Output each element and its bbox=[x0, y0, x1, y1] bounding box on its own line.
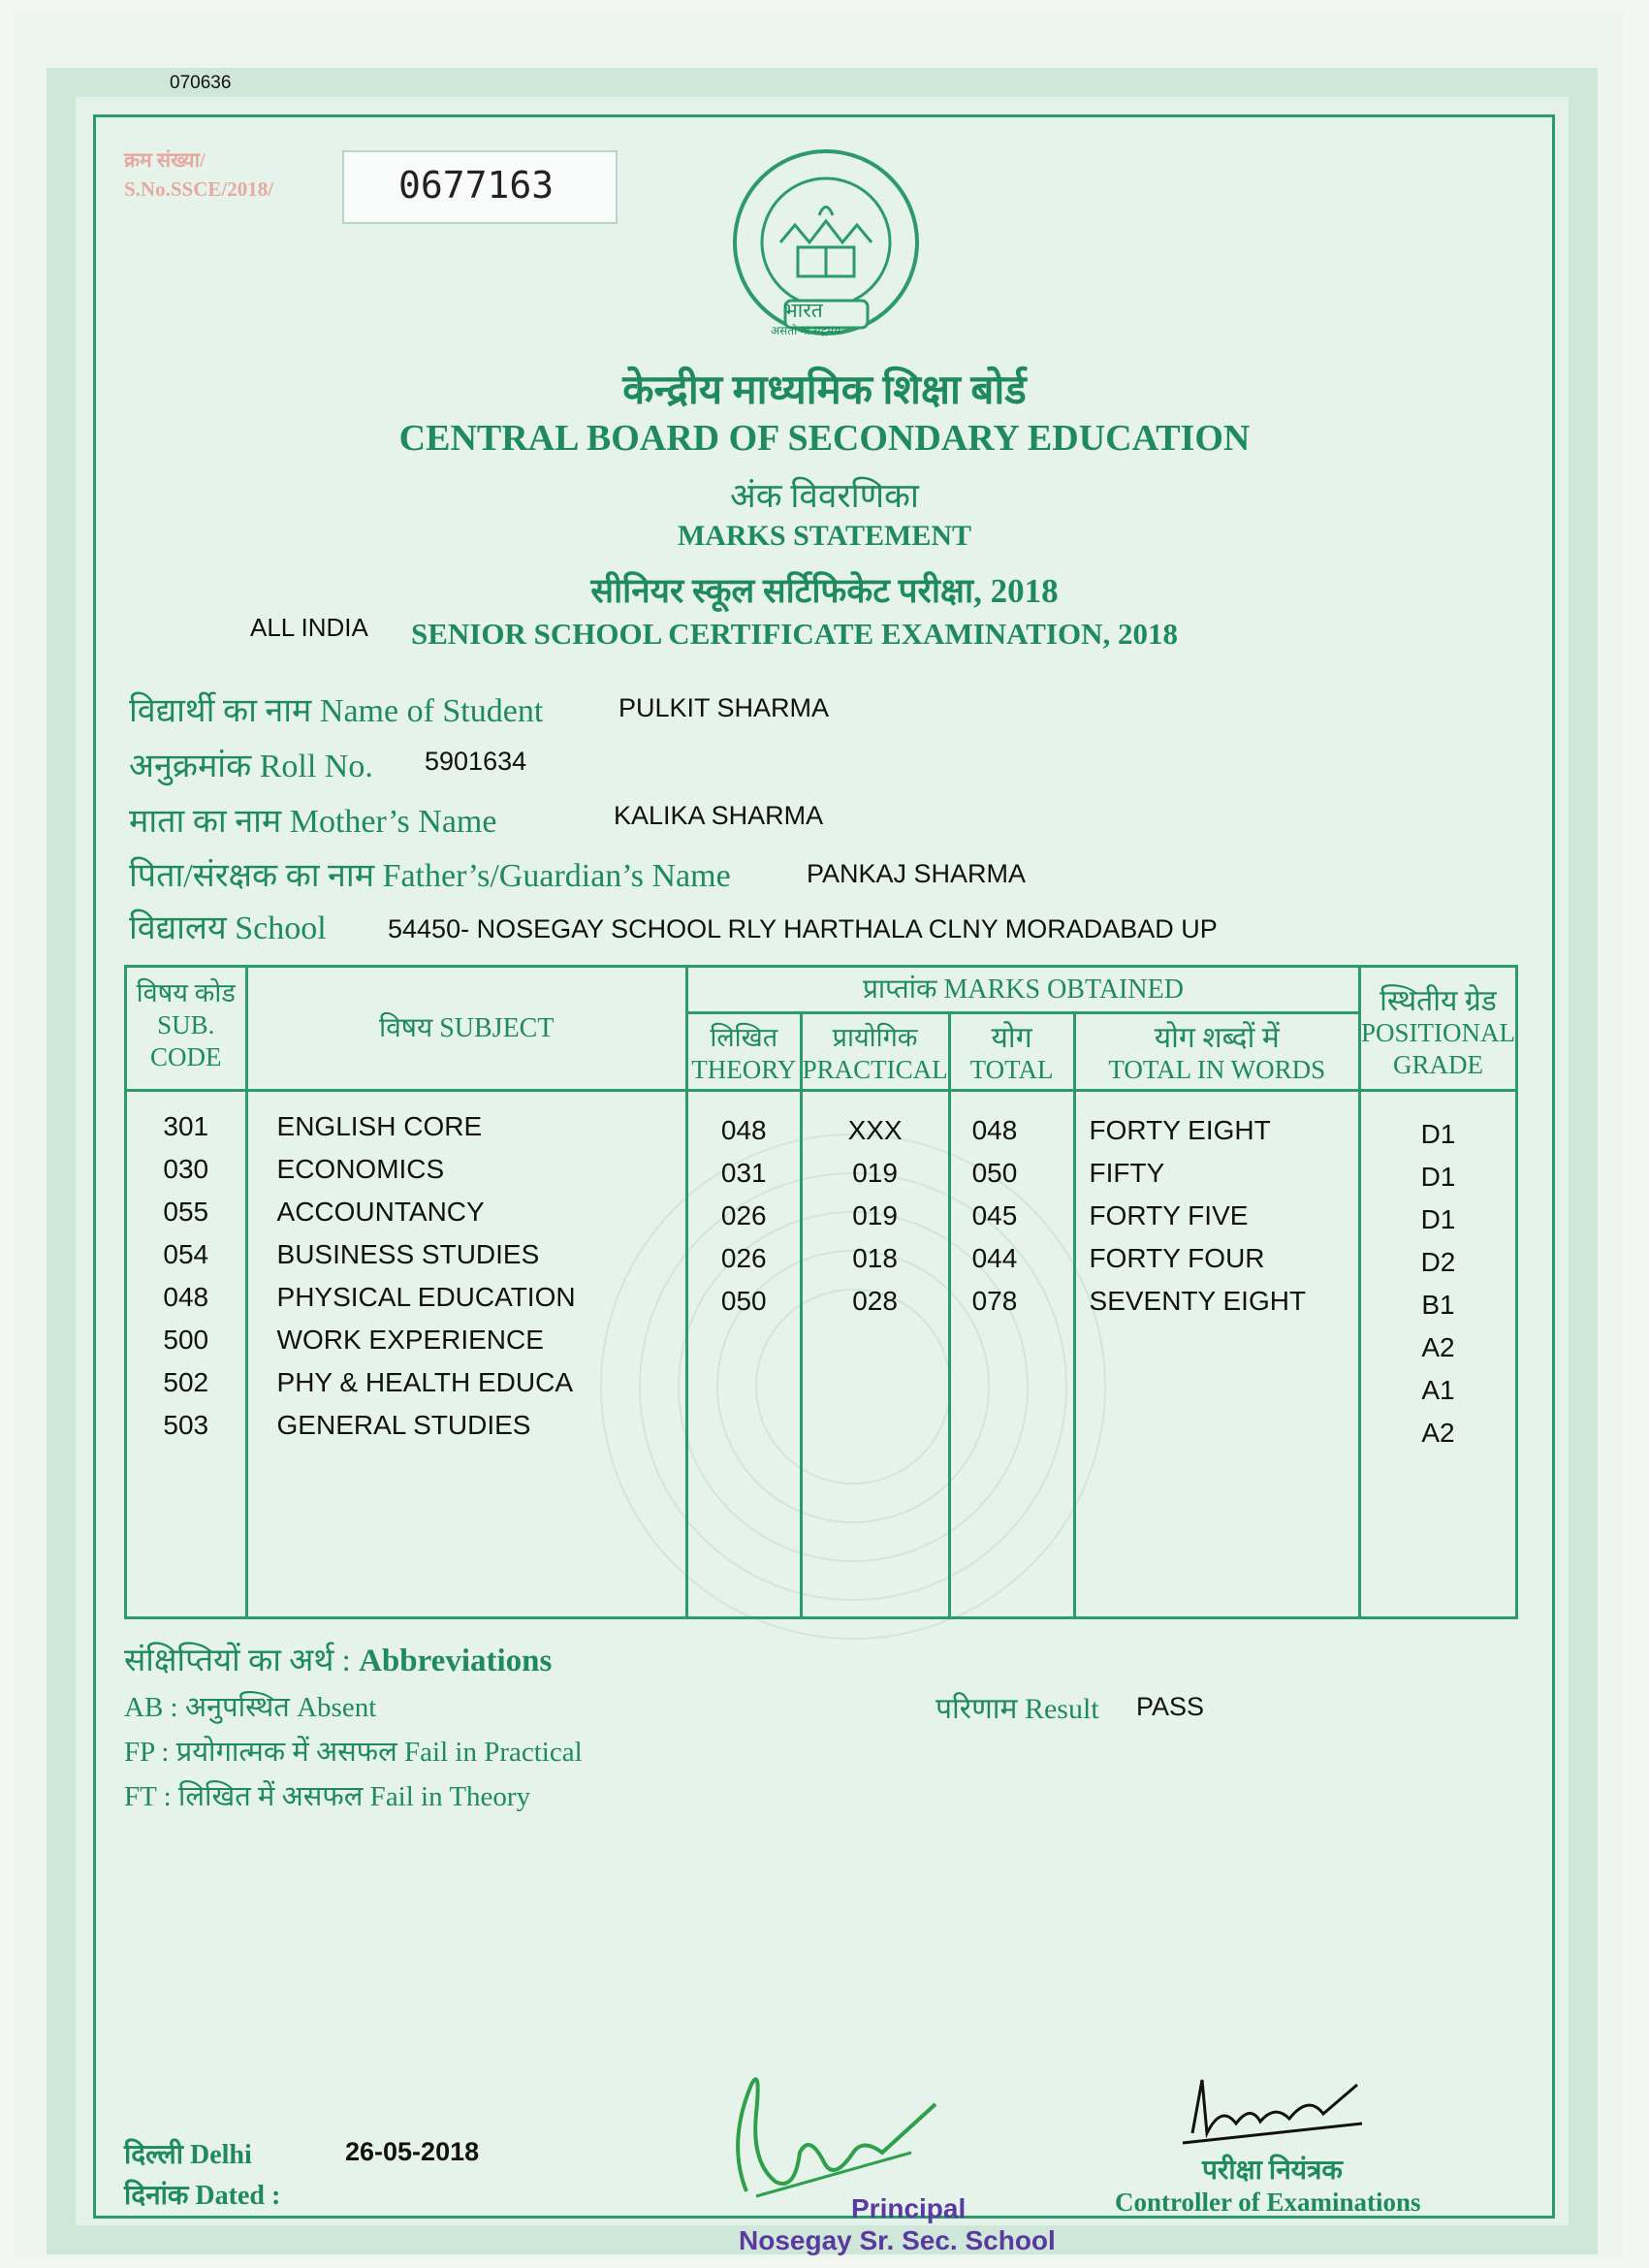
practical-column: XXX 019 019 018 028 bbox=[801, 1091, 949, 1618]
total-header: योग TOTAL bbox=[949, 1013, 1074, 1091]
grade-column: D1 D1 D1 D2 B1 A2 A1 A2 bbox=[1359, 1091, 1516, 1618]
controller-title-hindi: परीक्षा नियंत्रक bbox=[1202, 2156, 1343, 2186]
student-name-label: विद्यार्थी का नाम Name of Student bbox=[129, 693, 544, 729]
cbse-emblem-icon bbox=[722, 145, 931, 339]
board-title-hindi: केन्द्रीय माध्यमिक शिक्षा बोर्ड bbox=[622, 368, 1027, 413]
abbreviation-fp: FP : प्रयोगात्मक में असफल Fail in Practical bbox=[124, 1737, 583, 1768]
subject-column: ENGLISH CORE ECONOMICS ACCOUNTANCY BUSINESS STUDIES PHYSICAL EDUCATION WORK EXPERIENCE PHY & HEALTH EDUCA GENERAL STUDIES bbox=[246, 1091, 686, 1618]
serial-top: 070636 bbox=[170, 73, 232, 93]
serial-number: 0677163 bbox=[398, 164, 555, 207]
total-in-words-header: योग शब्दों में TOTAL IN WORDS bbox=[1074, 1013, 1359, 1091]
mother-name-value: KALIKA SHARMA bbox=[614, 801, 824, 830]
theory-column: 048 031 026 026 050 bbox=[686, 1091, 801, 1618]
principal-stamp-school: Nosegay Sr. Sec. School bbox=[739, 2225, 1056, 2255]
grade-header: स्थितीय ग्रेड POSITIONAL GRADE bbox=[1359, 967, 1516, 1091]
father-name-label: पिता/संरक्षक का नाम Father’s/Guardian’s Name bbox=[129, 858, 731, 894]
serial-label-line1: क्रम संख्या/ bbox=[124, 148, 206, 172]
total-column: 048 050 045 044 078 bbox=[949, 1091, 1074, 1618]
abbreviation-ab: AB : अनुपस्थित Absent bbox=[124, 1692, 377, 1723]
mother-name-label: माता का नाम Mother’s Name bbox=[129, 804, 497, 840]
abbreviation-ft: FT : लिखित में असफल Fail in Theory bbox=[124, 1781, 531, 1812]
controller-signature-icon bbox=[1163, 2065, 1377, 2153]
school-label: विद्यालय School bbox=[129, 910, 327, 946]
emblem-motto: असतो मा सद्गमय bbox=[771, 324, 841, 337]
emblem-bharat: भारत bbox=[783, 299, 823, 322]
result-value: PASS bbox=[1136, 1692, 1205, 1721]
code-column: 301 030 055 054 048 500 502 503 bbox=[126, 1091, 247, 1618]
statement-hindi: अंक विवरणिका bbox=[730, 477, 919, 515]
marks-table bbox=[124, 965, 1518, 1619]
roll-no-label: अनुक्रमांक Roll No. bbox=[129, 749, 373, 784]
total-in-words-column: FORTY EIGHT FIFTY FORTY FIVE FORTY FOUR SEVENTY EIGHT bbox=[1074, 1091, 1359, 1618]
date-label: दिनांक Dated : bbox=[124, 2181, 281, 2211]
principal-signature-icon bbox=[717, 2046, 940, 2211]
marks-obtained-header: प्राप्तांक MARKS OBTAINED bbox=[686, 967, 1359, 1013]
date-value: 26-05-2018 bbox=[345, 2137, 480, 2166]
exam-english: SENIOR SCHOOL CERTIFICATE EXAMINATION, 2018 bbox=[411, 617, 1178, 651]
student-name-value: PULKIT SHARMA bbox=[618, 693, 830, 722]
all-india: ALL INDIA bbox=[250, 613, 368, 642]
controller-title-english: Controller of Examinations bbox=[1115, 2188, 1421, 2217]
school-value: 54450- NOSEGAY SCHOOL RLY HARTHALA CLNY MORADABAD UP bbox=[388, 914, 1218, 943]
place-label: दिल्ली Delhi bbox=[124, 2140, 252, 2170]
practical-header: प्रायोगिक PRACTICAL bbox=[801, 1013, 949, 1091]
sub-code-header: विषय कोड SUB. CODE bbox=[126, 967, 247, 1091]
principal-stamp-title: Principal bbox=[851, 2193, 967, 2223]
theory-header: लिखित THEORY bbox=[686, 1013, 801, 1091]
board-title-english: CENTRAL BOARD OF SECONDARY EDUCATION bbox=[398, 418, 1251, 459]
result-label: परिणाम Result bbox=[935, 1693, 1099, 1725]
abbreviations-title: संक्षिप्तियों का अर्थ : Abbreviations bbox=[124, 1644, 553, 1678]
father-name-value: PANKAJ SHARMA bbox=[807, 859, 1027, 888]
exam-hindi: सीनियर स्कूल सर्टिफिकेट परीक्षा, 2018 bbox=[590, 572, 1059, 610]
roll-no-value: 5901634 bbox=[425, 747, 527, 776]
serial-label bbox=[124, 145, 273, 204]
statement-english: MARKS STATEMENT bbox=[677, 520, 972, 552]
serial-number-box bbox=[342, 150, 618, 224]
serial-label-line2: S.No.SSCE/2018/ bbox=[124, 177, 274, 201]
subject-header: विषय SUBJECT bbox=[246, 967, 686, 1091]
